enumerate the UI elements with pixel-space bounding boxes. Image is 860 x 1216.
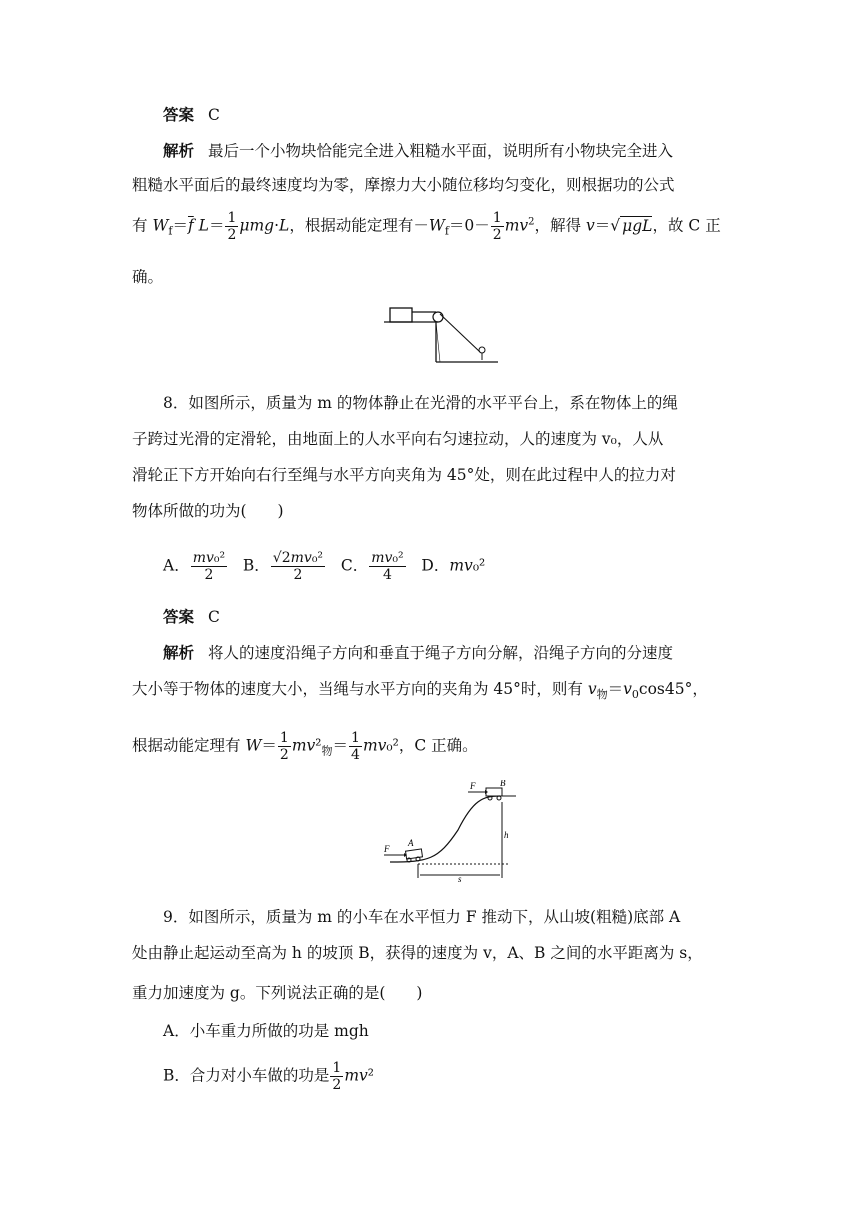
label-A: A xyxy=(408,838,414,848)
option-c-label: C． xyxy=(340,556,369,575)
answer-label: 答案 xyxy=(163,105,195,124)
q9-option-b: B．合力对小车做的功是 $\frac{1}{2}$ mv² xyxy=(163,1060,375,1093)
answer-value: C xyxy=(208,106,220,124)
analysis-label: 解析 xyxy=(163,643,195,662)
q9-text-2: 处由静止起运动至高为 h 的坡顶 B，获得的速度为 v，A、B 之间的水平距离为 s， xyxy=(132,944,703,962)
label-s: s xyxy=(458,874,462,884)
frac-half-3: $\frac{1}{2}$ xyxy=(279,730,289,763)
q8-a-t3a: 根据动能定理有 xyxy=(132,736,241,755)
answer-value: C xyxy=(208,608,220,626)
q9-text-3: 重力加速度为 g。下列说法正确的是( ) xyxy=(132,984,423,1002)
frac-half: $\frac{1}{2}$ xyxy=(227,210,237,243)
figure-slope xyxy=(378,780,518,884)
q9-text-1: 9．如图所示，质量为 m 的小车在水平恒力 F 推动下，从山坡(粗糙)底部 A xyxy=(163,908,681,926)
option-a-label: A． xyxy=(163,556,190,575)
q8-a-text-2: 大小等于物体的速度大小，当绳与水平方向的夹角为 45°时，则有 $v_物=v_0\cos 45^\circ$， xyxy=(132,680,708,702)
q8-text-1: 8．如图所示，质量为 m 的物体静止在光滑的水平平台上，系在物体上的绳 xyxy=(163,394,678,412)
q8-answer xyxy=(163,606,220,628)
option-a-frac: $\frac{\text{mv₀²}}{2}$ xyxy=(192,550,226,583)
q7-t3d: 故 C 正 xyxy=(667,216,721,235)
q8-text-3: 滑轮正下方开始向右行至绳与水平方向夹角为 45°处，则在此过程中人的拉力对 xyxy=(132,466,676,484)
answer-label: 答案 xyxy=(163,607,195,626)
q7-t3a: 有 xyxy=(132,216,148,235)
analysis-label: 解析 xyxy=(163,141,195,160)
q8-text-4: 物体所做的功为( ) xyxy=(132,502,284,520)
option-b-label: B． xyxy=(242,556,270,575)
label-F-top: F xyxy=(470,781,476,791)
q7-text-2: 粗糙水平面后的最终速度均为零，摩擦力大小随位移均匀变化，则根据功的公式 xyxy=(132,176,675,194)
q8-text-2: 子跨过光滑的定滑轮，由地面上的人水平向右匀速拉动，人的速度为 v₀，人从 xyxy=(132,430,664,448)
q7-t3b: 根据动能定理有 xyxy=(304,216,414,235)
q7-t3c: 解得 xyxy=(550,216,582,235)
q9-option-b-text: B．合力对小车做的功是 xyxy=(163,1066,330,1085)
q8-options: A． $\frac{\text{mv₀²}}{2}$ B． $\frac{\text{√2mv₀²}}{2}$ C． $\frac{\text{mv₀²}}{4}$ D．mv₀² xyxy=(163,550,486,583)
q8-a-t2: 大小等于物体的速度大小，当绳与水平方向的夹角为 45°时，则有 xyxy=(132,680,583,698)
figure-pulley xyxy=(380,300,500,368)
label-F-bottom: F xyxy=(384,844,390,854)
option-d-label: D． xyxy=(421,556,450,575)
q8-a-text-1: 将人的速度沿绳子方向和垂直于绳子方向分解，沿绳子方向的分速度 xyxy=(208,644,674,662)
frac-quarter: $\frac{1}{4}$ xyxy=(351,730,360,763)
q7-analysis-line1 xyxy=(163,140,673,162)
q8-analysis-line1 xyxy=(163,642,673,664)
option-c-frac: $\frac{\text{mv₀²}}{4}$ xyxy=(371,550,404,583)
frac-half-2: $\frac{1}{2}$ xyxy=(492,210,502,243)
label-h: h xyxy=(504,830,509,840)
option-b-frac: $\frac{\text{√2mv₀²}}{2}$ xyxy=(272,550,324,583)
q8-a-text-3: 根据动能定理有 W＝ $\frac{1}{2}$ $mv^2_物=$ $\frac{1}{4}$ mv₀²，C 正确。 xyxy=(132,730,478,763)
q7-answer xyxy=(163,104,220,126)
q7-text-1: 最后一个小物块恰能完全进入粗糙水平面，说明所有小物块完全进入 xyxy=(208,142,674,160)
q8-a-t2-end: cos45°， xyxy=(638,680,708,698)
q7-text-4: 确。 xyxy=(132,268,164,286)
q8-a-t3b: ，C 正确。 xyxy=(398,736,478,755)
frac-half-4: $\frac{1}{2}$ xyxy=(332,1060,342,1093)
q9-option-a: A．小车重力所做的功是 mgh xyxy=(163,1022,369,1040)
label-B: B xyxy=(500,780,506,788)
q7-text-3: 有 $W_f=\overline{f}$ L＝ $\frac{1}{2}$ μmg·L，根据动能定理有$-W_f=0-$ $\frac{1}{2}$ $mv^2$，解得 v＝√ μgL，故 C 正 xyxy=(132,210,721,243)
